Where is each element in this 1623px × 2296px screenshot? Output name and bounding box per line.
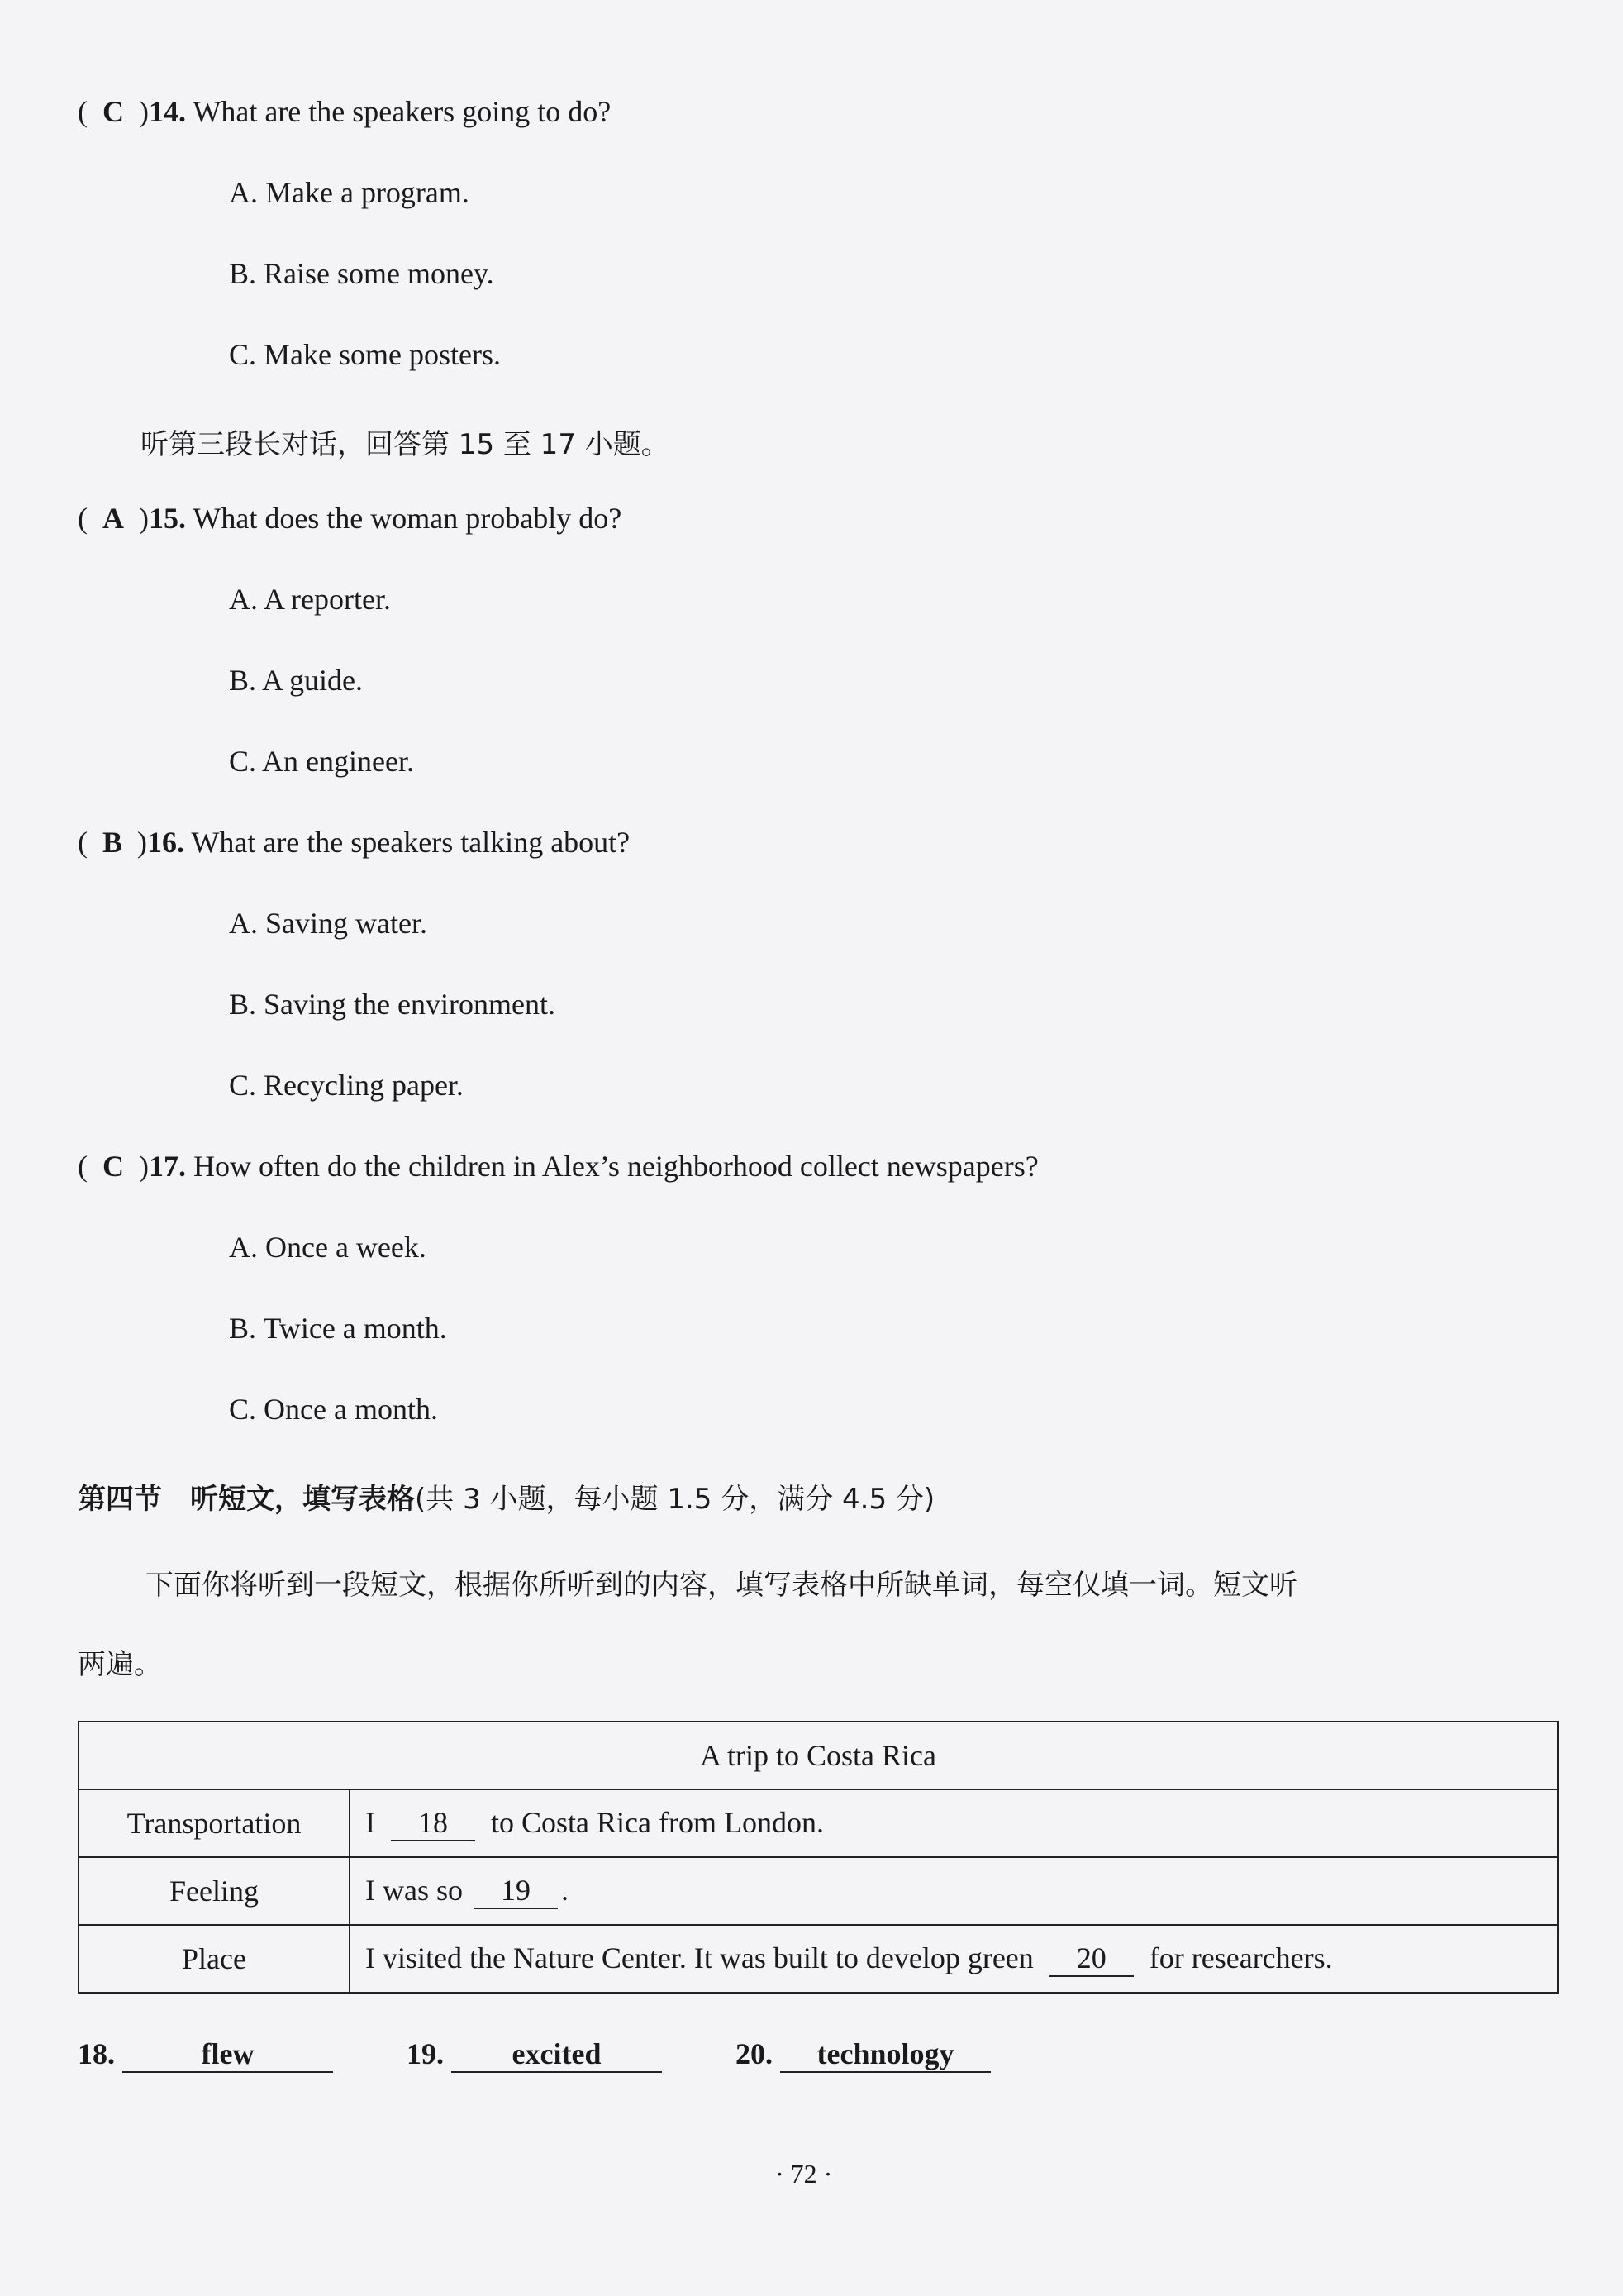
answer-number: 18. <box>78 2037 115 2070</box>
answer-number: 20. <box>735 2037 773 2070</box>
section4-instruction-cont: 两遍。 <box>78 1648 162 1681</box>
answer-line <box>78 2036 991 2073</box>
answer-letter: A <box>102 502 124 535</box>
row-label: Place <box>79 1925 350 1993</box>
row-text-after: . <box>560 1874 569 1908</box>
option-b: B. A guide. <box>229 664 364 697</box>
row-text-before: I visited the Nature Center. It was built to develop green <box>365 1941 1034 1975</box>
question-17: ( C )17. How often do the children in Alex’s neighborhood collect newspapers? <box>78 1150 1039 1183</box>
section4-heading <box>78 1476 935 1517</box>
answer-18: flew <box>122 2036 333 2073</box>
question-15: ( A )15. What does the woman probably do? <box>78 502 622 535</box>
blank-18: 18 <box>391 1807 475 1841</box>
row-text-before: I was so <box>365 1874 463 1908</box>
option-a: A. A reporter. <box>229 583 391 616</box>
section4-score-note: (共 3 小题，每小题 1.5 分，满分 4.5 分) <box>415 1483 935 1516</box>
row-text-after: to Costa Rica from London. <box>491 1806 824 1840</box>
question-16: ( B )16. What are the speakers talking about? <box>78 826 631 859</box>
answer-19: excited <box>451 2036 662 2073</box>
section4-title: 第四节 听短文，填写表格 <box>78 1483 415 1516</box>
option-a: A. Once a week. <box>229 1231 426 1264</box>
answer-number: 19. <box>407 2037 444 2070</box>
row-label: Transportation <box>79 1789 350 1857</box>
row-content <box>350 1857 1558 1925</box>
table-row <box>79 1857 1558 1925</box>
answer-letter: C <box>102 1150 124 1183</box>
answer-letter: C <box>102 95 124 128</box>
question-14: ( C )14. What are the speakers going to do? <box>78 95 612 128</box>
question-number: 15. <box>149 502 186 535</box>
table-title-row <box>79 1722 1558 1789</box>
page-number: · 72 · <box>775 2159 833 2189</box>
table-row <box>79 1789 1558 1857</box>
table-title: A trip to Costa Rica <box>79 1722 1558 1789</box>
answer-20: technology <box>780 2036 991 2073</box>
option-a: A. Make a program. <box>229 176 469 209</box>
question-text: What are the speakers going to do? <box>193 95 612 128</box>
question-number: 17. <box>149 1150 186 1183</box>
row-text-after: for researchers. <box>1149 1941 1333 1975</box>
question-number: 14. <box>149 95 186 128</box>
option-c: C. Recycling paper. <box>229 1069 464 1102</box>
table-row <box>79 1925 1558 1993</box>
row-label: Feeling <box>79 1857 350 1925</box>
blank-20: 20 <box>1049 1942 1134 1977</box>
row-content <box>350 1789 1558 1857</box>
question-number: 16. <box>147 826 185 859</box>
blank-19: 19 <box>474 1874 558 1909</box>
answer-letter: B <box>102 826 123 859</box>
row-content <box>350 1925 1558 1993</box>
option-b: B. Twice a month. <box>229 1312 447 1345</box>
question-text: What does the woman probably do? <box>193 502 622 535</box>
row-text-before: I <box>365 1806 375 1840</box>
option-a: A. Saving water. <box>229 907 427 940</box>
section4-instruction: 下面你将听到一段短文，根据你所听到的内容，填写表格中所缺单词，每空仅填一词。短文听 <box>145 1569 1297 1602</box>
trip-table <box>78 1721 1559 1994</box>
option-c: C. Make some posters. <box>229 338 501 371</box>
option-b: B. Raise some money. <box>229 257 494 290</box>
question-text: How often do the children in Alex’s neighborhood collect newspapers? <box>193 1150 1039 1183</box>
option-c: C. Once a month. <box>229 1393 438 1426</box>
option-c: C. An engineer. <box>229 745 414 778</box>
question-text: What are the speakers talking about? <box>191 826 631 859</box>
section3-instruction: 听第三段长对话，回答第 15 至 17 小题。 <box>140 428 669 461</box>
option-b: B. Saving the environment. <box>229 988 555 1021</box>
